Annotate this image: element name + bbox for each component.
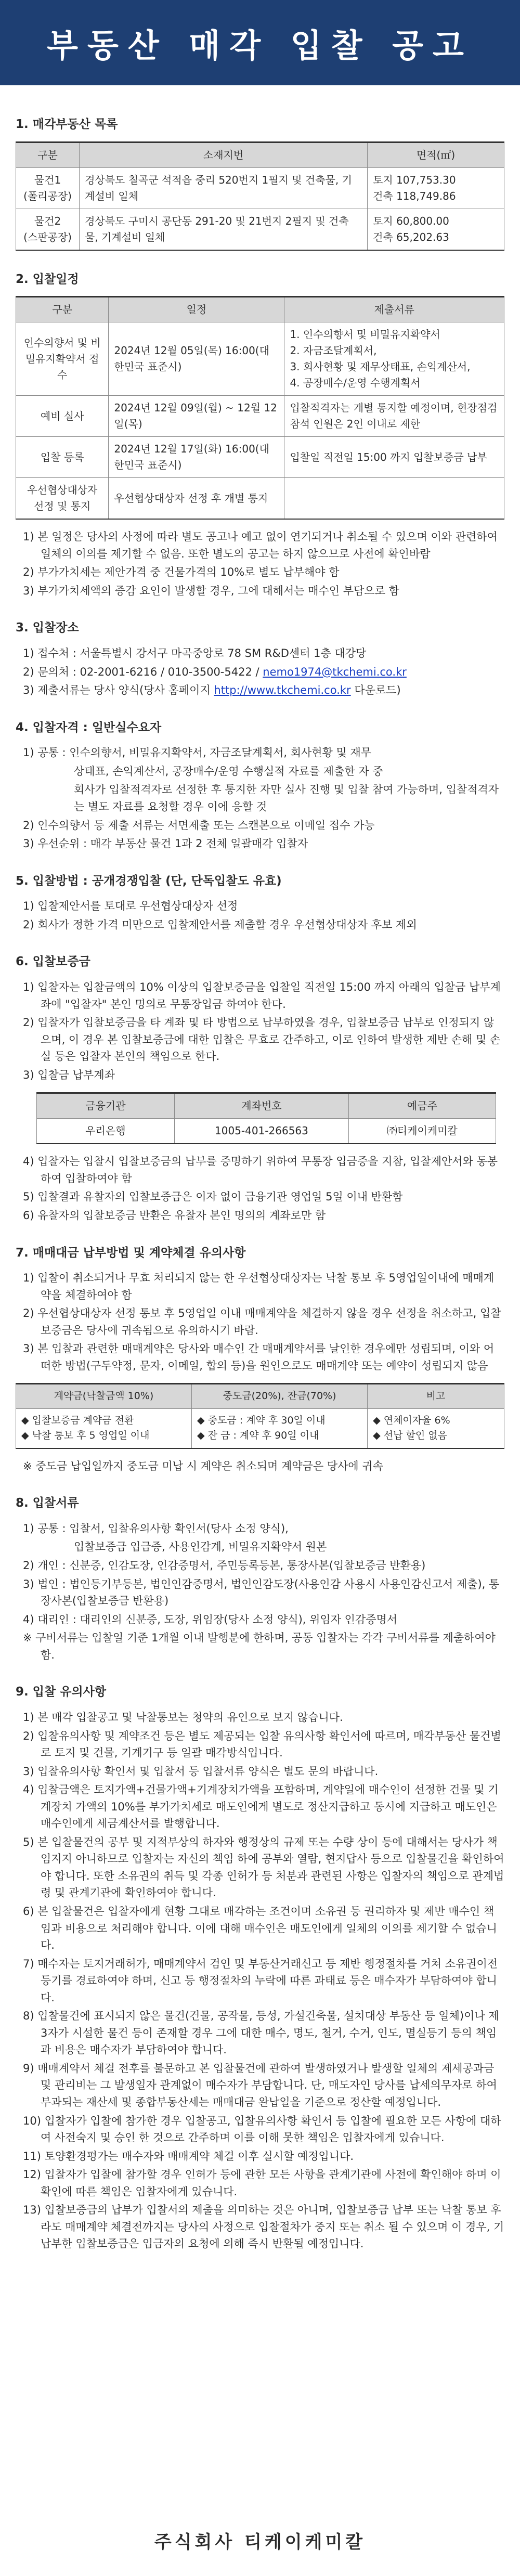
table-cell: 경상북도 구미시 공단동 291-20 및 21번지 2필지 및 건축물, 기계설비 일체	[80, 209, 368, 250]
table-header: 구분	[16, 142, 80, 167]
body-line: 1) 공통 : 인수의향서, 비밀유지확약서, 자금조달계획서, 회사현황 및 재무	[23, 746, 372, 759]
body-line: 1) 공통 : 입찰서, 입찰유의사항 확인서(당사 소정 양식),	[23, 1522, 289, 1535]
table-cell: 우선협상대상자 선정 후 개별 통지	[109, 478, 284, 520]
table-header: 소재지번	[80, 142, 368, 167]
table-cell: 물건1 (폴리공장)	[16, 167, 80, 209]
company-name: 주식회사 티케이케미칼	[154, 2532, 366, 2553]
section-heading: 1. 매각부동산 목록	[16, 118, 118, 131]
note-text: 1) 본 일정은 당사의 사정에 따라 별도 공고나 예고 없이 연기되거나 취소될 수 있으며 이와 관련하여 일체의 이의를 제기할 수 없음. 또한 별도의 공고는 하지 않으므로 사전에 확인바람	[23, 530, 498, 560]
property-table	[16, 141, 504, 251]
table-header: 예금주	[349, 1093, 496, 1119]
section-precautions	[16, 1683, 504, 2253]
table-header: 면적(㎡)	[368, 142, 504, 167]
list-item: 3) 입찰유의사항 확인서 및 입찰서 등 입찰서류 양식은 별도 문의 바랍니다.	[23, 1765, 379, 1778]
body-line: 4) 대리인 : 대리인의 신분증, 도장, 위임장(당사 소정 양식), 위임자 인감증명서	[23, 1613, 398, 1626]
table-header: 중도금(20%), 잔금(70%)	[192, 1384, 368, 1408]
table-cell: 입찰 등록	[16, 437, 109, 478]
body-line: 2) 인수의향서 등 제출 서류는 서면제출 또는 스캔본으로 이메일 접수 가능	[23, 819, 375, 832]
note-text: 3) 부가가치세액의 증감 요인이 발생할 경우, 그에 대해서는 매수인 부담으로 함	[23, 584, 399, 597]
body-line: 2) 입찰자가 입찰보증금을 타 계좌 및 타 방법으로 납부하였을 경우, 입찰보증금 납부로 인정되지 않으며, 이 경우 본 입찰보증금에 대한 입찰은 무효로 간주하고, 이로 인하여 발생한 제반 손해 및 손실 등은 입찰자 본인의 책임으로 한다.	[23, 1016, 501, 1063]
section-heading: 6. 입찰보증금	[16, 955, 90, 969]
table-cell: 물건2 (스판공장)	[16, 209, 80, 250]
documents-line	[23, 682, 504, 699]
bank-account-table	[36, 1092, 496, 1144]
section-heading: 7. 매매대금 납부방법 및 계약체결 유의사항	[16, 1246, 246, 1260]
list-item: 8) 입찰물건에 표시되지 않은 물건(건물, 공작물, 등성, 가설건축물, 설치대상 부동산 등 일체)이나 제3자가 시설한 물건 등이 존재할 경우 그에 대한 매수, 명도, 철거, 수거, 인도, 멸실등기 등의 책임과 비용은 매수자가 부담하여야 합니다.	[23, 2010, 499, 2056]
body-line: 상태표, 손익계산서, 공장매수/운영 수행실적 자료를 제출한 자 중	[74, 765, 383, 778]
section-schedule	[16, 270, 504, 600]
section-payment	[16, 1244, 504, 1475]
body-line: 1) 입찰자는 입찰금액의 10% 이상의 입찰보증금을 입찰일 직전일 15:00 까지 아래의 입찰금 납부계좌에 "입찰자" 본인 명의로 무통장입금 하여야 한다.	[23, 981, 501, 1011]
section-documents	[16, 1494, 504, 1663]
table-row	[16, 167, 504, 209]
section-eligibility	[16, 719, 504, 852]
table-header: 구분	[16, 297, 109, 322]
body-line: 3) 본 입찰과 관련한 매매계약은 당사와 매수인 간 매매계약서를 날인한 경우에만 성립되며, 이와 어떠한 방법(구두약정, 문자, 이메일, 합의 등)을 원인으로도 매매계약 또는 예약이 성립되지 않음	[23, 1342, 495, 1372]
body-line: 6) 유찰자의 입찰보증금 반환은 유찰자 본인 명의의 계좌로만 함	[23, 1209, 326, 1222]
list-item: 2) 입찰유의사항 및 계약조건 등은 별도 제공되는 입찰 유의사항 확인서에 따르며, 매각부동산 물건별로 토지 및 건물, 기계기구 등 일괄 매각방식입니다.	[23, 1729, 501, 1759]
body-line: 입찰보증금 입금증, 사용인감계, 비밀유지확약서 원본	[74, 1541, 327, 1554]
contact-line	[23, 664, 504, 681]
section-deposit	[16, 953, 504, 1224]
table-cell: 입찰적격자는 개별 통지할 예정이며, 현장점검 참석 인원은 2인 이내로 제한	[284, 396, 504, 437]
body-line: 2) 우선협상대상자 선정 통보 후 5영업일 이내 매매계약을 체결하지 않을 경우 선정을 취소하고, 입찰보증금은 당사에 귀속됨으로 유의하시기 바람.	[23, 1307, 501, 1337]
table-cell: 1. 인수의향서 및 비밀유지확약서 2. 자금조달계획서, 3. 회사현황 및 재무상태표, 손익계산서, 4. 공장매수/운영 수행계획서	[284, 322, 504, 396]
schedule-table	[16, 296, 504, 520]
body-line: 5) 입찰결과 유찰자의 입찰보증금은 이자 없이 금융기관 영업일 5일 이내 반환함	[23, 1190, 403, 1203]
table-row	[16, 322, 504, 396]
table-cell: 입찰일 직전일 15:00 까지 입찰보증금 납부	[284, 437, 504, 478]
venue-line: 1) 접수처 : 서울특별시 강서구 마곡중앙로 78 SM R&D센터 1층 대강당	[23, 647, 367, 660]
payment-terms-table	[16, 1383, 504, 1448]
table-cell: 2024년 12월 17일(화) 16:00(대한민국 표준시)	[109, 437, 284, 478]
body-line: 3) 법인 : 법인등기부등본, 법인인감증명서, 법인인감도장(사용인감 사용시 사용인감신고서 제출), 통장사본(입찰보증금 반환용)	[23, 1577, 500, 1608]
section-venue	[16, 619, 504, 698]
section-bidding-method	[16, 872, 504, 934]
list-item: 4) 입찰금액은 토지가액+건물가액+기계장치가액을 포함하며, 계약일에 매수인이 선정한 건물 및 기계장치 가액의 10%를 부가가치세로 매도인에게 별도로 정산지급하고 동시에 지급하고 매도인은 매수인에게 세금계산서를 발행합니다.	[23, 1783, 499, 1830]
note-text: ※ 중도금 납입일까지 중도금 미납 시 계약은 취소되며 계약금은 당사에 귀속	[23, 1459, 383, 1472]
list-item: 11) 토양환경평가는 매수자와 매매계약 체결 이후 실시할 예정입니다.	[23, 2150, 354, 2163]
body-line: 2) 회사가 정한 가격 미만으로 입찰제안서를 제출할 경우 우선협상대상자 후보 제외	[23, 918, 417, 931]
table-row	[16, 396, 504, 437]
table-cell: 예비 실사	[16, 396, 109, 437]
table-header: 제출서류	[284, 297, 504, 322]
table-cell: ◆ 입찰보증금 계약금 전환 ◆ 낙찰 통보 후 5 영업일 이내	[16, 1408, 192, 1448]
table-header: 일정	[109, 297, 284, 322]
table-header: 비고	[368, 1384, 504, 1408]
table-row	[16, 437, 504, 478]
list-item: 5) 본 입찰물건의 공부 및 지적부상의 하자와 행정상의 규제 또는 수량 상이 등에 대해서는 당사가 책임지지 아니하므로 입찰자는 자신의 책임 하에 공부와 열람, 현지답사 등으로 입찰물건을 확인하여야 합니다. 또한 소유권의 취득 및 각종 인허가 등 처분과 관련된 사항은 입찰자의 책임으로 관계법령 및 관계기관에 확인하여야 합니다.	[23, 1835, 504, 1899]
table-row	[16, 209, 504, 250]
table-header: 계약금(낙찰금액 10%)	[16, 1384, 192, 1408]
table-cell: 2024년 12월 05일(목) 16:00(대한민국 표준시)	[109, 322, 284, 396]
list-item: 12) 입찰자가 입찰에 참가할 경우 인허가 등에 관한 모든 사항을 관계기관에 사전에 확인해야 하며 이 확인에 따른 책임은 입찰자에게 있습니다.	[23, 2168, 501, 2198]
announcement-body	[0, 85, 520, 2253]
table-row	[37, 1119, 496, 1144]
table-cell	[284, 478, 504, 520]
table-header: 계좌번호	[174, 1093, 348, 1119]
body-line: 3) 입찰금 납부계좌	[23, 1068, 115, 1081]
section-heading: 5. 입찰방법 : 공개경쟁입찰 (단, 단독입찰도 유효)	[16, 874, 282, 888]
table-cell: 경상북도 칠곡군 석적읍 중리 520번지 1필지 및 건축물, 기계설비 일체	[80, 167, 368, 209]
list-item: 13) 입찰보증금의 납부가 입찰서의 제출을 의미하는 것은 아니며, 입찰보증금 납부 또는 낙찰 통보 후라도 매매계약 체결전까지는 당사의 사정으로 입찰절차가 중지 또는 취소 될 수 있으며 이 경우, 기 납부한 입찰보증금은 입금자의 요청에 의해 즉시 반환될 예정입니다.	[23, 2204, 504, 2250]
section-heading: 8. 입찰서류	[16, 1496, 79, 1510]
list-item: 1) 본 매각 입찰공고 및 낙찰통보는 청약의 유인으로 보지 않습니다.	[23, 1711, 343, 1724]
table-row	[16, 478, 504, 520]
table-cell: 2024년 12월 09일(월) ~ 12월 12일(목)	[109, 396, 284, 437]
list-item: 7) 매수자는 토지거래허가, 매매계약서 검인 및 부동산거래신고 등 제반 행정절차를 거쳐 소유권이전등기를 경료하여야 하며, 신고 등 행정절차의 누락에 따른 과태료 등은 매수자가 부담하여야 합니다.	[23, 1957, 498, 2004]
list-item: 6) 본 입찰물건은 입찰자에게 현황 그대로 매각하는 조건이며 소유권 등 권리하자 및 제반 매수인 책임과 비용으로 처리해야 합니다. 이에 대해 매수인은 매도인에게 일체의 이의를 제기할 수 없습니다.	[23, 1905, 497, 1952]
section-heading: 4. 입찰자격 : 일반실수요자	[16, 720, 162, 734]
table-cell: 인수의향서 및 비밀유지확약서 접수	[16, 322, 109, 396]
body-line: 4) 입찰자는 입찰시 입찰보증금의 납부를 증명하기 위하여 무통장 입금증을 지참, 입찰제안서와 동봉하여 입찰하여야 함	[23, 1155, 498, 1185]
homepage-link[interactable]: http://www.tkchemi.co.kr	[214, 684, 351, 697]
table-cell: 토지 60,800.00 건축 65,202.63	[368, 209, 504, 250]
list-item: 9) 매매계약서 체결 전후를 불문하고 본 입찰물건에 관하여 발생하였거나 발생할 일체의 제세공과금 및 관리비는 그 발생일자 관계없이 매수자가 부담합니다. 단, 매도자인 당사를 납세의무자로 하여 부과되는 재산세 및 종합부동산세는 매매대금 완납일을 기준으로 정산할 예정입니다.	[23, 2062, 497, 2108]
body-line: 회사가 입찰적격자로 선정한 후 통지한 자만 실사 진행 및 입찰 참여 가능하며, 입찰적격자는 별도 자료를 요청할 경우 이에 응할 것	[74, 783, 499, 813]
body-line: ※ 구비서류는 입찰일 기준 1개월 이내 발행분에 한하며, 공동 입찰자는 각각 구비서류를 제출하여야 함.	[23, 1632, 496, 1661]
list-item: 10) 입찰자가 입찰에 참가한 경우 입찰공고, 입찰유의사항 확인서 등 입찰에 필요한 모든 사항에 대하여 사전숙지 및 승인 한 것으로 간주하며 이를 이해 못한 책임은 입찰자에게 있습니다.	[23, 2114, 501, 2144]
table-header: 금융기관	[37, 1093, 175, 1119]
documents-prefix: 3) 제출서류는 당사 양식(당사 홈페이지	[23, 684, 214, 697]
body-line: 1) 입찰이 취소되거나 무효 처리되지 않는 한 우선협상대상자는 낙찰 통보 후 5영업일이내에 매매계약을 체결하여야 함	[23, 1272, 495, 1301]
table-cell: 우선협상대상자 선정 및 통지	[16, 478, 109, 520]
body-line: 3) 우선순위 : 매각 부동산 물건 1과 2 전체 일괄매각 입찰자	[23, 837, 308, 850]
body-line: 1) 입찰제안서를 토대로 우선협상대상자 선정	[23, 900, 238, 913]
body-line: 2) 개인 : 신분증, 인감도장, 인감증명서, 주민등록등본, 통장사본(입찰보증금 반환용)	[23, 1559, 426, 1572]
account-holder: ㈜티케이케미칼	[349, 1119, 496, 1144]
bank-name: 우리은행	[37, 1119, 175, 1144]
note-text: 2) 부가가치세는 제안가격 중 건물가격의 10%로 별도 납부해야 함	[23, 566, 340, 579]
documents-suffix: 다운로드)	[350, 684, 401, 697]
section-property-list	[16, 115, 504, 251]
section-heading: 2. 입찰일정	[16, 272, 79, 286]
contact-prefix: 2) 문의처 : 02-2001-6216 / 010-3500-5422 /	[23, 665, 263, 678]
section-heading: 9. 입찰 유의사항	[16, 1685, 107, 1699]
page-title: 부동산 매각 입찰 공고	[0, 0, 520, 85]
table-cell: ◆ 중도금 : 계약 후 30일 이내 ◆ 잔 금 : 계약 후 90일 이내	[192, 1408, 368, 1448]
table-cell: ◆ 연체이자율 6% ◆ 선납 할인 없음	[368, 1408, 504, 1448]
table-cell: 토지 107,753.30 건축 118,749.86	[368, 167, 504, 209]
contact-email-link[interactable]: nemo1974@tkchemi.co.kr	[263, 665, 407, 678]
section-heading: 3. 입찰장소	[16, 621, 79, 635]
table-row	[16, 1408, 504, 1448]
account-number: 1005-401-266563	[174, 1119, 348, 1144]
